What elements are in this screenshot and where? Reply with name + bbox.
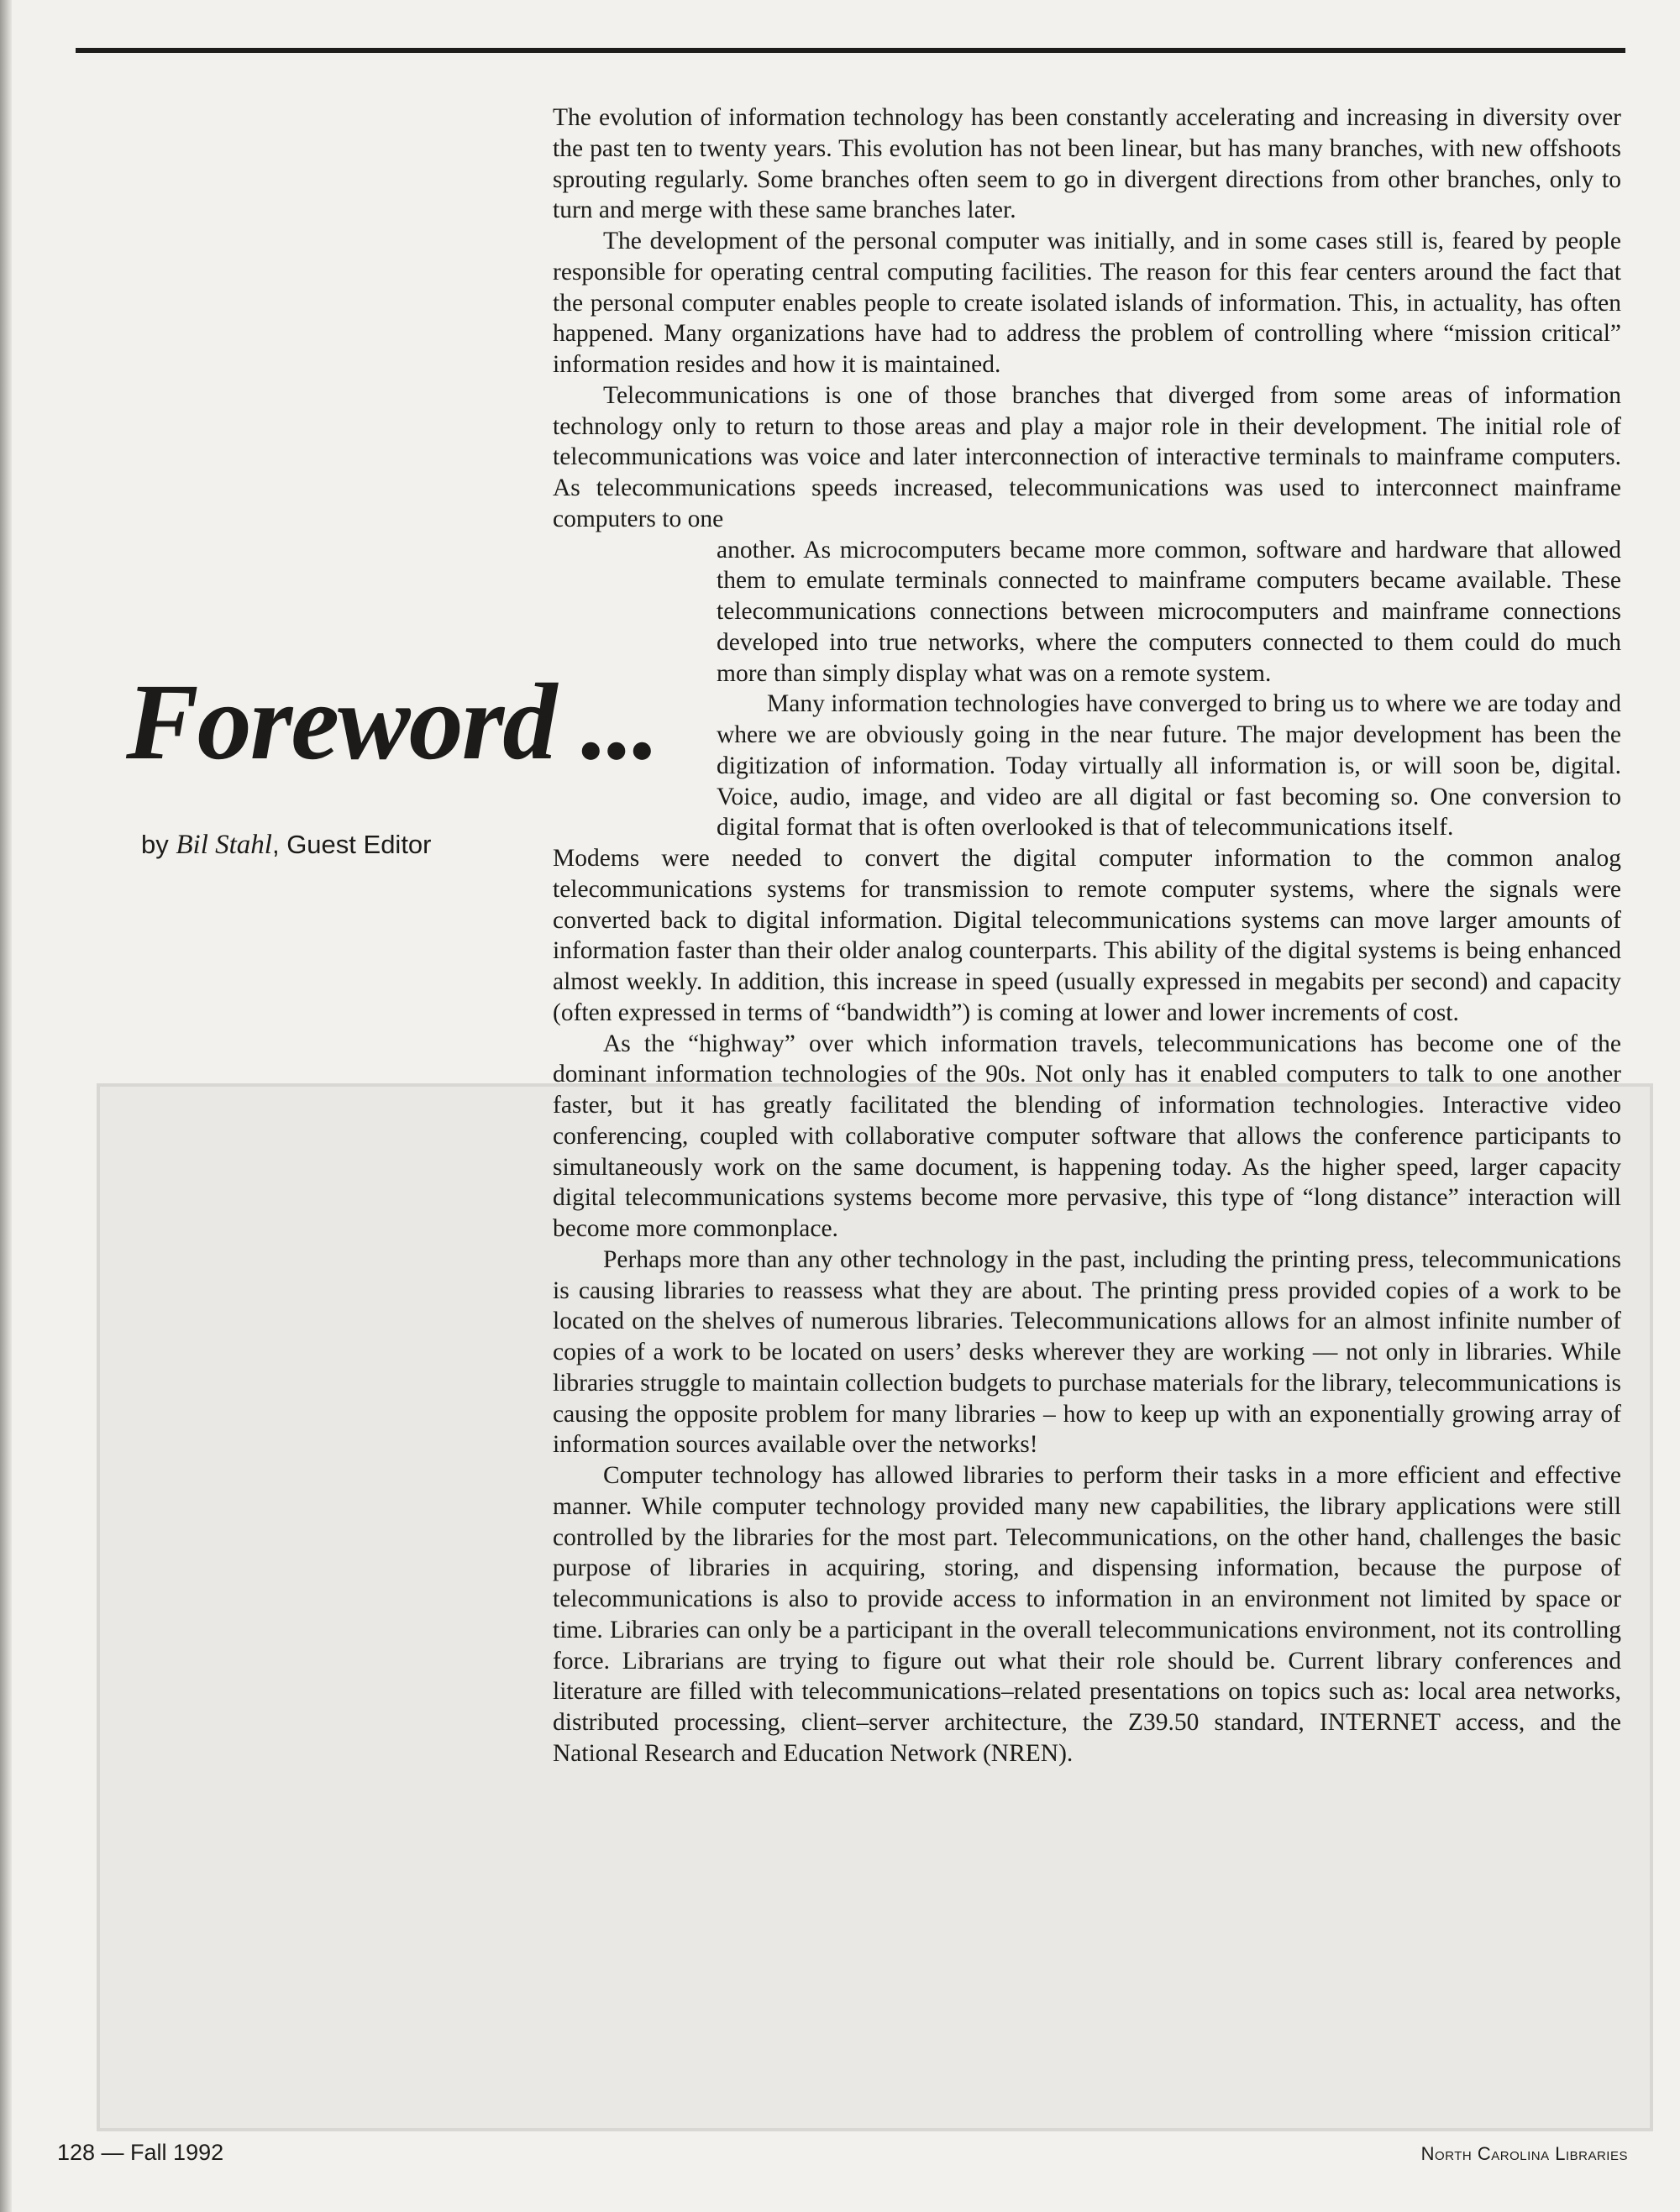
paragraph: The evolution of information technology has been constantly accelerating and increasing in diversity over the past ten to twenty years. This evolution has not been linear, but has many branches, with new offshoots sprouting regularly. Some branches often seem to go in divergent directions from other branches, only to turn and merge with these same branches later. (553, 104, 1621, 224)
article-title: Foreword ... (126, 662, 659, 783)
paragraph: Modems were needed to convert the digital computer information to the common analog telecommunications systems for transmission to remote computer systems, where the signals were converted back to digital information. Digital telecommunications systems can move larger amounts of information faster than their older analog counterparts. This ability of the digital systems is being enhanced almost weekly. In addition, this increase in speed (usually expressed in megabits per second) and capacity (often expressed in terms of “bandwidth”) is coming at lower and lower increments of cost. (553, 845, 1621, 1026)
byline-prefix: by (141, 830, 169, 859)
paragraph: Perhaps more than any other technology in the past, including the printing press, telecommunications is causing libraries to reassess what they are about. The printing press provided copies of a work to be located on the shelves of numerous libraries. Telecommunications allows for an almost infinite number of copies of a work to be located on users’ desks wherever they are working — not only in libraries. While libraries struggle to maintain collection budgets to purchase materials for the library, telecommunications is causing the opposite problem for many libraries – how to keep up with an exponentially growing array of information sources available over the networks! (553, 1245, 1621, 1459)
paragraph: another. As microcomputers became more common, software and hardware that allowed them to emulate terminals connected to mainframe computers became available. These telecommunications connections between microcomputers and mainframe connections developed into true networks, where the computers connected to them could do much more than simply display what was on a remote system. (717, 536, 1621, 687)
top-rule (76, 48, 1625, 53)
journal-name: North Carolina Libraries (1420, 2143, 1628, 2164)
paragraph: Computer technology has allowed libraries to perform their tasks in a more efficient and effective manner. While computer technology provided many new capabilities, the library applications were still controlled by the libraries for the most part. Telecommunications, on the other hand, challenges the basic purpose of libraries in acquiring, storing, and dispensing information, because the purpose of telecommunications is also to provide access to information in an environment not limited by space or time. Libraries can only be a participant in the overall telecommunications environment, not its controlling force. Librarians are trying to figure out what their role should be. Current library conferences and literature are filled with telecommunications–related presentations on topics such as: local area networks, distributed processing, client–server architecture, the Z39.50 standard, INTERNET access, and the National Research and Education Network (NREN). (553, 1462, 1621, 1767)
paragraph: As the “highway” over which information travels, telecommunications has become one of the dominant information technologies of the 90s. Not only has it enabled computers to talk to one another faster, but it has greatly facilitated the blending of information technologies. Interactive video conferencing, coupled with collaborative computer software that allows the conference participants to simultaneously work on the same document, is happening today. As the higher speed, larger capacity digital telecommunications systems become more pervasive, this type of “long distance” interaction will become more commonplace. (553, 1030, 1621, 1242)
paragraph: The development of the personal computer was initially, and in some cases still is, feared by people responsible for operating central computing facilities. The reason for this fear centers around the fact that the personal computer enables people to create isolated islands of information. This, in actuality, has often happened. Many organizations have had to address the problem of controlling where “mission critical” information resides and how it is maintained. (553, 228, 1621, 378)
byline-role: , Guest Editor (271, 830, 432, 859)
page-number-issue: 128 — Fall 1992 (57, 2140, 224, 2165)
paragraph: Many information technologies have converged to bring us to where we are today and where we are obviously going in the near future. The major development has been the digitization of information. Today virtually all information is, or will soon be, digital. Voice, audio, image, and video are all digital or fast becoming so. One conversion to digital format that is often overlooked is that of telecommunications itself. (717, 690, 1621, 841)
article-body (553, 102, 1621, 1769)
page-edge-shadow (0, 0, 12, 2212)
byline-author: Bil Stahl (176, 830, 272, 860)
byline (141, 830, 432, 861)
paragraph: Telecommunications is one of those branches that diverged from some areas of information technology only to return to those areas and play a major role in their development. The initial role of telecommunications was voice and later interconnection of interactive terminals to mainframe computers. As telecommunications speeds increased, telecommunications was used to interconnect mainframe computers to one (553, 381, 1621, 532)
